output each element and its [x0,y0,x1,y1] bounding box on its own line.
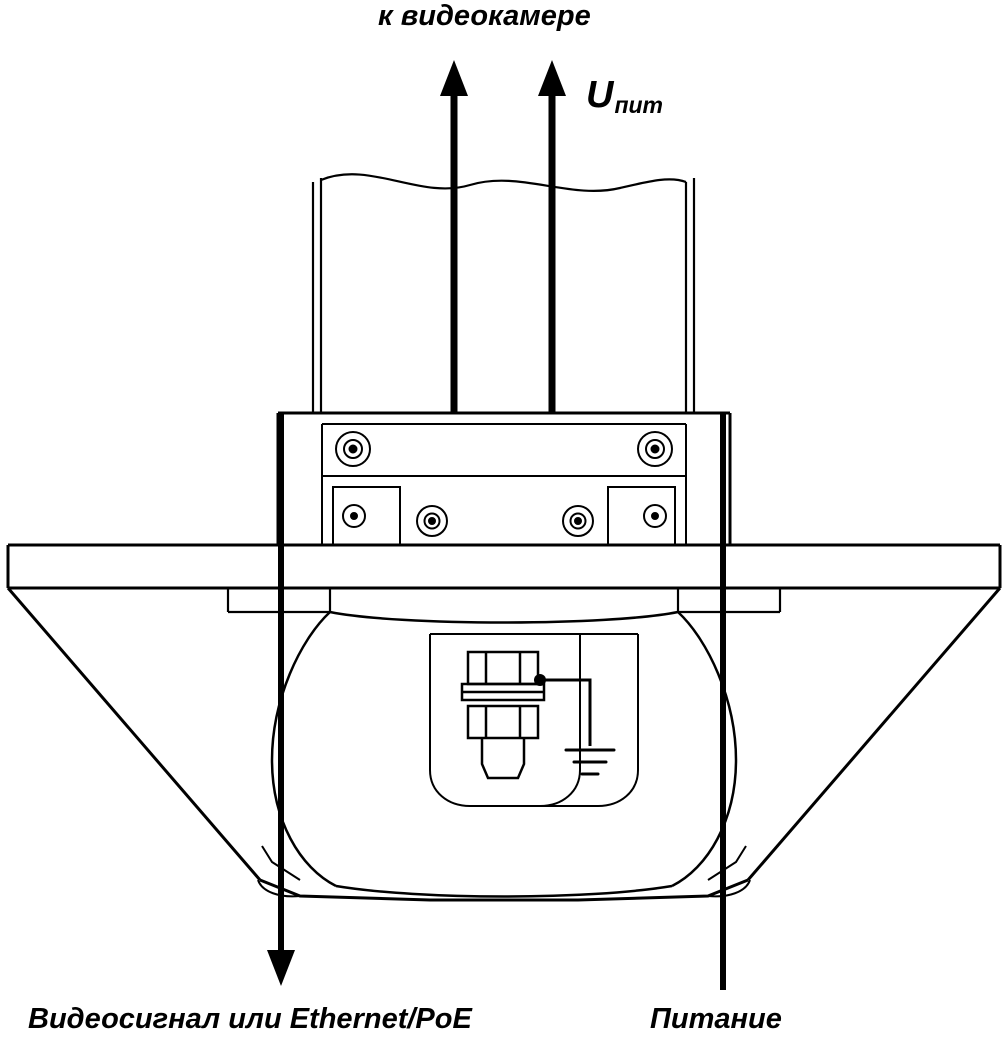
mounting-plate [8,545,1000,588]
arrowhead-up-power [538,60,566,96]
label-video-signal: Видеосигнал или Ethernet/PoE [28,1003,472,1035]
ground-symbol [566,750,614,774]
cable-gland-tip [482,738,524,778]
ground-terminal-dot [534,674,546,686]
arrowhead-down-video [267,950,295,986]
cable-gland-nut-upper [468,652,538,684]
label-u-main: U [586,74,614,116]
label-power: Питание [650,1003,782,1035]
screw-lower-right-outer [563,506,593,536]
conduit-tube [313,174,694,413]
cable-gland-outline [430,634,638,806]
screw-lower-left-outer [417,506,447,536]
label-to-camera: к видеокамере [378,0,591,32]
screw-lower-left-inner [343,505,365,527]
ground-wire [538,680,590,746]
screw-lower-right-inner [644,505,666,527]
screw-upper-left [336,432,370,466]
bracket-inner-frame [322,424,686,545]
bracket-tabs [333,487,675,545]
cable-gland-nut-lower [468,706,538,738]
cable-gland-collar [462,684,544,700]
label-u-subscript: пит [614,92,664,118]
screw-upper-right [638,432,672,466]
mounting-plate-notches [228,588,780,612]
label-supply-voltage [586,74,662,117]
housing-arm-detail [258,846,750,896]
arrowhead-up-video [440,60,468,96]
housing-dome [272,612,736,897]
